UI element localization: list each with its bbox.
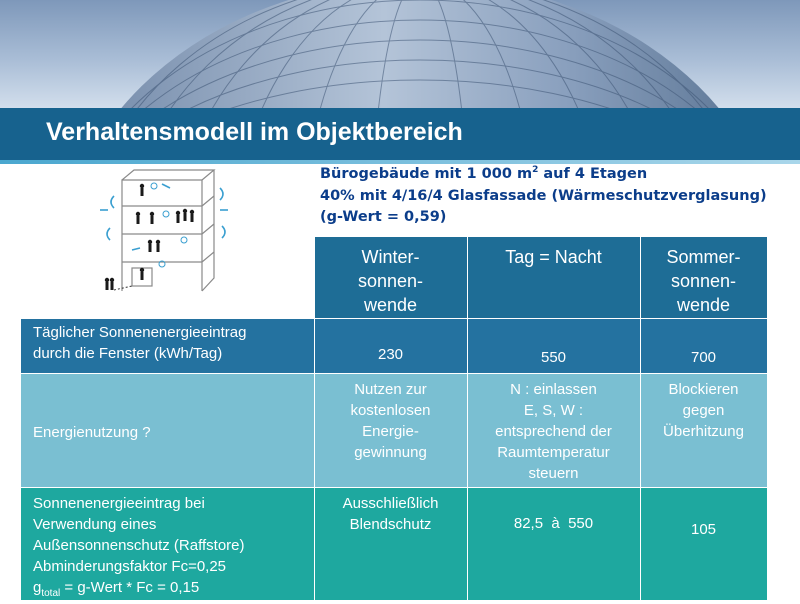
row-energy-use-winter: Nutzen zur kostenlosen Energie- gewinnung — [314, 373, 467, 487]
dome-photo — [0, 0, 800, 108]
row-energy-use-equinox: N : einlassen E, S, W : entsprechend der Raumtemperatur steuern — [467, 373, 640, 487]
row-shading-equinox: 82,5 à 550 — [467, 487, 640, 600]
row-shading-label-line-1: Sonnenenergieeintrag bei — [33, 495, 205, 512]
superscript-2: 2 — [532, 165, 539, 176]
building-description — [320, 164, 767, 229]
total-subscript: total — [41, 588, 61, 599]
g-symbol: g — [33, 579, 42, 596]
slide-title: Verhaltensmodell im Objektbereich — [46, 118, 463, 146]
row-solar-input-summer: 700 — [640, 318, 767, 373]
table-divider-col-1 — [314, 237, 315, 600]
header-summer-solstice: Sommer- sonnen- wende — [640, 237, 767, 318]
table-divider-row-2 — [21, 373, 767, 374]
office-building-illustration — [92, 166, 302, 298]
row-shading-label-formula — [33, 577, 314, 604]
row-solar-input-label: Täglicher Sonnenenergieeintrag durch die Fenster (kWh/Tag) — [21, 318, 314, 373]
g-total-formula: = g-Wert * Fc = 0,15 — [60, 579, 200, 596]
row-shading-winter: Ausschließlich Blendschutz — [314, 487, 467, 600]
row-shading-label — [21, 487, 314, 600]
description-line-1-suffix: auf 4 Etagen — [538, 166, 648, 182]
row-shading-label-line-2: Verwendung eines — [33, 516, 157, 533]
description-line-1-text: Bürogebäude mit 1 000 m — [320, 166, 533, 182]
row-energy-use-summer: Blockieren gegen Überhitzung — [640, 373, 767, 487]
row-shading-label-line-4: Abminderungsfaktor Fc=0,25 — [33, 558, 227, 575]
description-line-2: 40% mit 4/16/4 Glasfassade (Wärmeschutzverglasung) — [320, 187, 767, 204]
description-line-3: (g-Wert = 0,59) — [320, 209, 447, 225]
row-solar-input-winter: 230 — [314, 318, 467, 373]
header-equinox: Tag = Nacht — [467, 237, 640, 318]
row-shading-label-line-3: Außensonnenschutz (Raffstore) — [33, 537, 245, 554]
row-shading-summer: 105 — [640, 487, 767, 600]
row-solar-input-equinox: 550 — [467, 318, 640, 373]
table-divider-row-1 — [21, 318, 767, 319]
table-divider-col-3 — [640, 237, 641, 600]
table-divider-col-2 — [467, 237, 468, 600]
row-energy-use-label: Energienutzung ? — [21, 373, 314, 487]
description-line-1 — [320, 164, 767, 186]
table-divider-row-3 — [21, 487, 767, 488]
header-winter-solstice: Winter- sonnen- wende — [314, 237, 467, 318]
